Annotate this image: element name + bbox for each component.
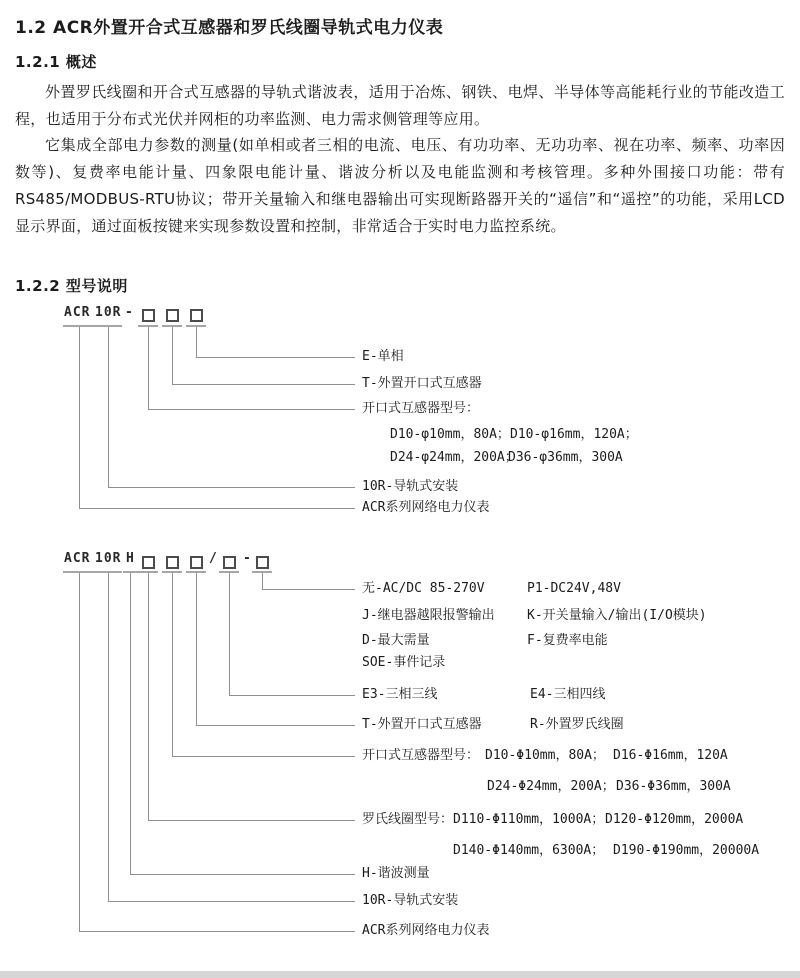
model-token: ACR [64,551,91,566]
token-underline [138,571,158,573]
diagram-label: T-外置开口式互感器 [362,717,482,732]
connector-line-horizontal [130,874,355,875]
connector-line-horizontal [196,357,355,358]
model-token: - [125,305,134,320]
diagram-label: 10R-导轨式安装 [362,479,459,494]
page-bottom-edge [0,971,800,978]
diagram-label: D110-Φ110mm，1000A； [453,812,605,827]
connector-line-vertical [172,573,173,756]
token-underline [252,571,272,573]
model-digit-box [223,556,236,569]
connector-line-vertical [172,327,173,384]
model-token: 10R [95,305,122,320]
connector-line-horizontal [172,756,355,757]
diagram-label: ACR系列网络电力仪表 [362,923,490,938]
diagram-label: D24-Φ24mm，200A； [487,779,615,794]
diagram-label: D140-Φ140mm，6300A； [453,843,605,858]
connector-line-horizontal [262,589,355,590]
diagram-label: E3-三相三线 [362,687,438,702]
connector-line-horizontal [196,725,355,726]
token-underline [63,571,95,573]
diagram-label: 开口式互感器型号： [362,748,480,763]
connector-line-vertical [79,327,80,508]
token-underline [186,325,206,327]
connector-line-horizontal [172,384,355,385]
connector-line-horizontal [79,931,355,932]
connector-line-vertical [262,573,263,589]
connector-line-vertical [79,573,80,931]
connector-line-vertical [196,327,197,357]
diagram-label: D120-Φ120mm，2000A [605,812,744,827]
connector-line-vertical [229,573,230,695]
diagram-label: E4-三相四线 [530,687,606,702]
diagram-label: R-外置罗氏线圈 [530,717,624,732]
diagram-label: D10-φ16mm，120A； [510,427,638,442]
connector-line-vertical [148,573,149,820]
section-heading: 1.2 ACR外置开合式互感器和罗氏线圈导轨式电力仪表 [15,18,444,38]
token-underline [94,325,122,327]
connector-line-horizontal [229,695,355,696]
model-digit-box [256,556,269,569]
model-digit-box [142,556,155,569]
model-token: H [126,551,135,566]
diagram-label: D10-φ10mm，80A； [390,427,510,442]
token-underline [123,571,138,573]
token-underline [219,571,239,573]
diagram-label: 开口式互感器型号： [362,401,480,416]
diagram-label: D190-Φ190mm，20000A [613,843,760,858]
model-token: / [209,551,218,566]
diagram-label: D36-φ36mm，300A [508,450,623,465]
token-underline [162,571,182,573]
diagram-label: D16-Φ16mm，120A [613,748,728,763]
diagram-label: D36-Φ36mm，300A [616,779,731,794]
model-digit-box [142,309,155,322]
model-heading: 1.2.2 型号说明 [15,277,128,295]
diagram-label: H-谐波测量 [362,866,430,881]
overview-paragraph-1: 外置罗氏线圈和开合式互感器的导轨式谐波表，适用于冶炼、钢铁、电焊、半导体等高能耗行业的节能改造工程，也适用于分布式光伏并网柜的功率监测、电力需求侧管理等应用。 [15,83,785,128]
token-underline [63,325,95,327]
diagram-label: P1-DC24V,48V [527,581,621,596]
connector-line-vertical [130,573,131,874]
connector-line-vertical [148,327,149,409]
model-digit-box [190,556,203,569]
diagram-label: D24-φ24mm，200A； [390,450,518,465]
diagram-label: K-开关量输入/输出(I/O模块) [527,608,707,623]
connector-line-horizontal [108,487,355,488]
diagram-label: T-外置开口式互感器 [362,376,482,391]
connector-line-vertical [108,327,109,487]
diagram-label: 无-AC/DC 85-270V [362,581,485,596]
connector-line-horizontal [148,409,355,410]
connector-line-horizontal [148,820,355,821]
diagram-label: J-继电器越限报警输出 [362,608,495,623]
diagram-label: SOE-事件记录 [362,655,446,670]
model-digit-box [166,309,179,322]
overview-heading: 1.2.1 概述 [15,53,97,71]
diagram-label: 10R-导轨式安装 [362,893,459,908]
diagram-label: F-复费率电能 [527,633,608,648]
model-digit-box [190,309,203,322]
connector-line-horizontal [79,508,355,509]
token-underline [94,571,122,573]
diagram-label: E-单相 [362,349,404,364]
diagram-label: D-最大需量 [362,633,430,648]
diagram-label: D10-Φ10mm，80A； [485,748,605,763]
overview-paragraph-2: 它集成全部电力参数的测量(如单相或者三相的电流、电压、有功功率、无功功率、视在功率、频率、功率因数等)、复费率电能计量、四象限电能计量、谐波分析以及电能监测和考核管理。多种外围接口功能：带有RS485/MODBUS-RTU协议；带开关量输入和继电器输出可实现断路器开关的“遥信”和“遥控”的功能，采用LCD显示界面，通过面板按键来实现参数设置和控制，非常适合于实时电力监控系统。 [15,136,785,235]
diagram-label: ACR系列网络电力仪表 [362,500,490,515]
token-underline [138,325,158,327]
model-token: ACR [64,305,91,320]
token-underline [186,571,206,573]
diagram-label: 罗氏线圈型号： [362,812,454,827]
model-token: - [243,551,252,566]
token-underline [162,325,182,327]
model-token: 10R [95,551,122,566]
connector-line-vertical [108,573,109,901]
model-digit-box [166,556,179,569]
connector-line-vertical [196,573,197,725]
connector-line-horizontal [108,901,355,902]
